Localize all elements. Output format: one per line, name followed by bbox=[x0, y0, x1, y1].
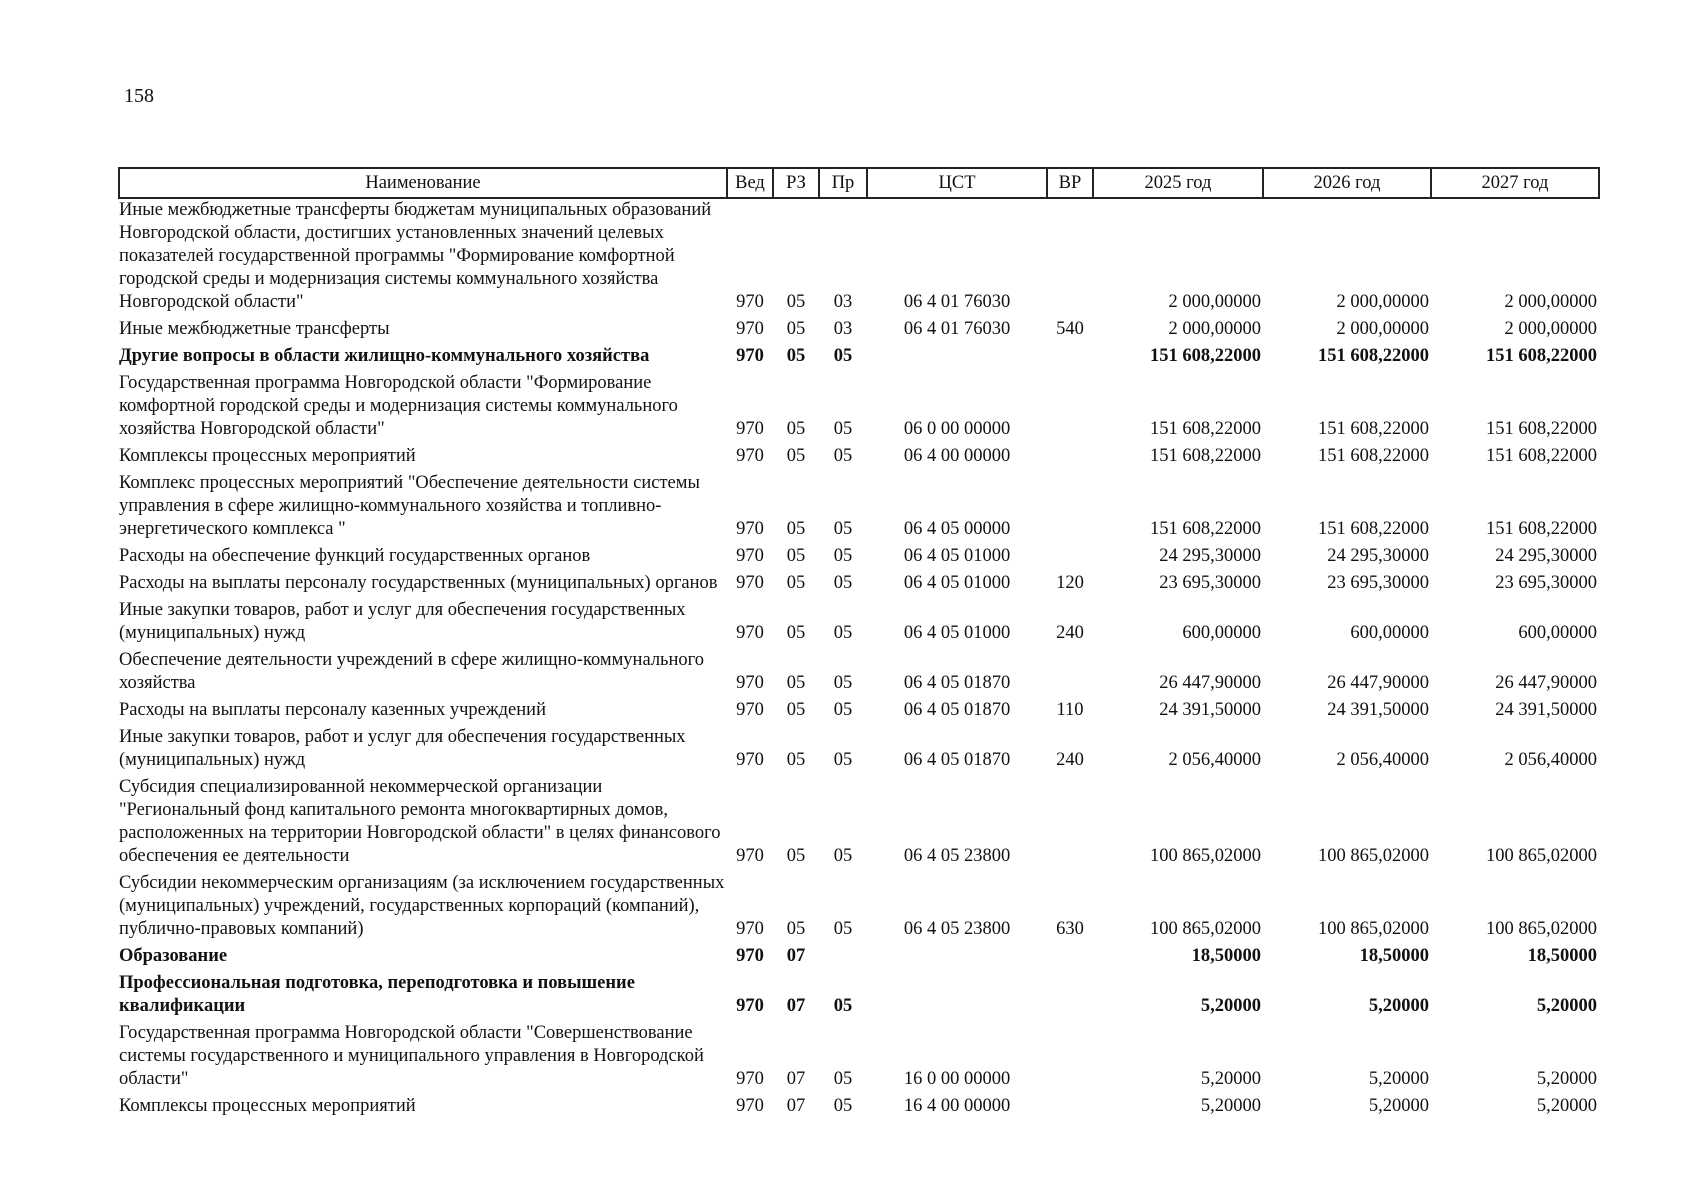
cell-2027: 26 447,90000 bbox=[1495, 673, 1597, 693]
table-row bbox=[119, 572, 1599, 599]
cell-2026: 2 056,40000 bbox=[1336, 750, 1429, 770]
budget-table bbox=[118, 167, 1600, 1122]
cell-2026: 5,20000 bbox=[1368, 1069, 1429, 1089]
cell-name: Комплекс процессных мероприятий "Обеспечение деятельности системы управления в сфере жилищно-коммунального хозяйства и топливно-энергетического комплекса " bbox=[119, 473, 700, 539]
cell-2025: 5,20000 bbox=[1200, 1069, 1261, 1089]
cell-2026: 23 695,30000 bbox=[1327, 573, 1429, 593]
cell-ved: 970 bbox=[736, 700, 764, 720]
cell-rz: 05 bbox=[786, 700, 806, 720]
cell-pr: 05 bbox=[833, 750, 853, 770]
cell-vr: 110 bbox=[1056, 700, 1084, 720]
table-row bbox=[119, 372, 1599, 445]
cell-ved: 970 bbox=[736, 319, 764, 339]
cell-cst: 16 0 00 00000 bbox=[903, 1069, 1011, 1089]
cell-rz: 05 bbox=[786, 846, 806, 866]
cell-2026: 2 000,00000 bbox=[1336, 319, 1429, 339]
header-rz: РЗ bbox=[773, 168, 819, 198]
cell-vr bbox=[1047, 198, 1093, 318]
cell-pr: 05 bbox=[833, 700, 853, 720]
cell-2026: 5,20000 bbox=[1368, 1096, 1429, 1116]
cell-vr: 240 bbox=[1056, 623, 1084, 643]
cell-cst: 06 4 05 01000 bbox=[903, 573, 1011, 593]
cell-ved: 970 bbox=[736, 750, 764, 770]
cell-2027: 18,50000 bbox=[1527, 946, 1597, 966]
header-vr: ВР bbox=[1047, 168, 1093, 198]
cell-vr: 630 bbox=[1056, 919, 1084, 939]
cell-2025: 2 000,00000 bbox=[1168, 319, 1261, 339]
cell-cst bbox=[867, 345, 1047, 372]
cell-name: Расходы на выплаты персоналу казенных учреждений bbox=[119, 700, 546, 720]
cell-2027: 24 295,30000 bbox=[1495, 546, 1597, 566]
cell-2026: 151 608,22000 bbox=[1318, 446, 1429, 466]
cell-2027: 24 391,50000 bbox=[1495, 700, 1597, 720]
cell-2027: 100 865,02000 bbox=[1486, 846, 1597, 866]
cell-2025: 18,50000 bbox=[1191, 946, 1261, 966]
cell-2025: 100 865,02000 bbox=[1150, 919, 1261, 939]
cell-name: Комплексы процессных мероприятий bbox=[119, 1096, 416, 1116]
cell-ved: 970 bbox=[736, 946, 764, 966]
cell-2026: 24 391,50000 bbox=[1327, 700, 1429, 720]
cell-ved: 970 bbox=[736, 919, 764, 939]
cell-2025: 24 391,50000 bbox=[1159, 700, 1261, 720]
cell-cst: 06 4 05 23800 bbox=[903, 919, 1011, 939]
table-row bbox=[119, 649, 1599, 699]
cell-pr: 03 bbox=[833, 319, 853, 339]
cell-rz: 05 bbox=[786, 919, 806, 939]
cell-2025: 5,20000 bbox=[1200, 1096, 1261, 1116]
cell-2025: 151 608,22000 bbox=[1150, 419, 1261, 439]
cell-ved: 970 bbox=[736, 1069, 764, 1089]
cell-cst: 06 4 05 00000 bbox=[903, 519, 1011, 539]
table-row bbox=[119, 445, 1599, 472]
cell-cst: 06 4 05 01000 bbox=[903, 546, 1011, 566]
header-2025: 2025 год bbox=[1093, 168, 1263, 198]
cell-cst bbox=[867, 945, 1047, 972]
cell-cst: 06 4 05 01870 bbox=[903, 673, 1011, 693]
cell-2025: 100 865,02000 bbox=[1150, 846, 1261, 866]
cell-2025: 24 295,30000 bbox=[1159, 546, 1261, 566]
cell-pr: 05 bbox=[833, 919, 853, 939]
cell-rz: 05 bbox=[786, 446, 806, 466]
cell-pr: 05 bbox=[833, 446, 853, 466]
cell-2026: 26 447,90000 bbox=[1327, 673, 1429, 693]
cell-rz: 07 bbox=[786, 946, 806, 966]
cell-vr bbox=[1047, 945, 1093, 972]
table-row bbox=[119, 345, 1599, 372]
page-number: 158 bbox=[124, 85, 154, 107]
cell-vr: 540 bbox=[1056, 319, 1084, 339]
table-row bbox=[119, 972, 1599, 1022]
cell-cst: 06 4 01 76030 bbox=[903, 319, 1011, 339]
table-row bbox=[119, 599, 1599, 649]
cell-2026: 600,00000 bbox=[1350, 623, 1429, 643]
table-header bbox=[119, 168, 1599, 198]
cell-2025: 151 608,22000 bbox=[1150, 446, 1261, 466]
cell-pr: 05 bbox=[833, 1069, 853, 1089]
cell-name: Другие вопросы в области жилищно-коммунального хозяйства bbox=[119, 346, 650, 366]
cell-rz: 05 bbox=[786, 573, 806, 593]
cell-name: Государственная программа Новгородской области "Формирование комфортной городской среды и модернизация системы коммунального хозяйства Новгородской области" bbox=[119, 373, 678, 439]
cell-2025: 26 447,90000 bbox=[1159, 673, 1261, 693]
table-body bbox=[119, 198, 1599, 1122]
table-row bbox=[119, 1022, 1599, 1095]
table-row bbox=[119, 776, 1599, 872]
cell-2027: 151 608,22000 bbox=[1486, 446, 1597, 466]
cell-cst: 06 0 00 00000 bbox=[903, 419, 1011, 439]
cell-pr: 05 bbox=[833, 419, 853, 439]
cell-2025: 2 000,00000 bbox=[1168, 292, 1261, 312]
cell-2027: 151 608,22000 bbox=[1486, 419, 1597, 439]
cell-2027: 151 608,22000 bbox=[1486, 519, 1597, 539]
cell-name: Иные закупки товаров, работ и услуг для обеспечения государственных (муниципальных) нужд bbox=[119, 600, 686, 643]
table-row bbox=[119, 545, 1599, 572]
cell-2026: 24 295,30000 bbox=[1327, 546, 1429, 566]
cell-2026: 100 865,02000 bbox=[1318, 919, 1429, 939]
cell-2027: 23 695,30000 bbox=[1495, 573, 1597, 593]
cell-ved: 970 bbox=[736, 419, 764, 439]
cell-ved: 970 bbox=[736, 573, 764, 593]
cell-pr: 05 bbox=[833, 996, 853, 1016]
cell-name: Профессиональная подготовка, переподготовка и повышение квалификации bbox=[119, 973, 635, 1016]
cell-2026: 18,50000 bbox=[1359, 946, 1429, 966]
cell-name: Субсидии некоммерческим организациям (за исключением государственных (муниципальных) учреждений, государственных корпораций (компаний), публично-правовых компаний) bbox=[119, 873, 725, 939]
header-name: Наименование bbox=[119, 168, 727, 198]
cell-name: Расходы на выплаты персоналу государственных (муниципальных) органов bbox=[119, 573, 718, 593]
cell-ved: 970 bbox=[736, 546, 764, 566]
cell-rz: 07 bbox=[786, 1096, 806, 1116]
cell-rz: 05 bbox=[786, 750, 806, 770]
cell-2027: 151 608,22000 bbox=[1486, 346, 1597, 366]
cell-cst bbox=[867, 972, 1047, 1022]
cell-ved: 970 bbox=[736, 623, 764, 643]
cell-vr bbox=[1047, 972, 1093, 1022]
cell-2026: 5,20000 bbox=[1368, 996, 1429, 1016]
cell-2027: 2 000,00000 bbox=[1504, 319, 1597, 339]
cell-ved: 970 bbox=[736, 846, 764, 866]
cell-cst: 06 4 05 01000 bbox=[903, 623, 1011, 643]
cell-ved: 970 bbox=[736, 292, 764, 312]
cell-vr bbox=[1047, 545, 1093, 572]
cell-2025: 151 608,22000 bbox=[1150, 346, 1261, 366]
cell-pr: 05 bbox=[833, 1096, 853, 1116]
cell-vr bbox=[1047, 776, 1093, 872]
cell-2026: 100 865,02000 bbox=[1318, 846, 1429, 866]
cell-2026: 2 000,00000 bbox=[1336, 292, 1429, 312]
cell-name: Обеспечение деятельности учреждений в сфере жилищно-коммунального хозяйства bbox=[119, 650, 705, 693]
cell-2026: 151 608,22000 bbox=[1318, 346, 1429, 366]
table-row bbox=[119, 872, 1599, 945]
cell-ved: 970 bbox=[736, 1096, 764, 1116]
cell-2025: 23 695,30000 bbox=[1159, 573, 1261, 593]
cell-cst: 06 4 05 01870 bbox=[903, 700, 1011, 720]
cell-cst: 06 4 00 00000 bbox=[903, 446, 1011, 466]
table-row bbox=[119, 198, 1599, 318]
cell-2025: 600,00000 bbox=[1182, 623, 1261, 643]
cell-name: Образование bbox=[119, 946, 228, 966]
header-pr: Пр bbox=[819, 168, 867, 198]
table-row bbox=[119, 1095, 1599, 1122]
cell-2027: 2 000,00000 bbox=[1504, 292, 1597, 312]
cell-2027: 600,00000 bbox=[1518, 623, 1597, 643]
cell-2025: 5,20000 bbox=[1200, 996, 1261, 1016]
header-ved: Вед bbox=[727, 168, 773, 198]
cell-2027: 5,20000 bbox=[1536, 996, 1597, 1016]
table-row bbox=[119, 726, 1599, 776]
cell-pr: 05 bbox=[833, 846, 853, 866]
table-row bbox=[119, 472, 1599, 545]
cell-cst: 06 4 05 23800 bbox=[903, 846, 1011, 866]
cell-2027: 5,20000 bbox=[1536, 1069, 1597, 1089]
cell-rz: 05 bbox=[786, 546, 806, 566]
header-row bbox=[119, 168, 1599, 198]
cell-rz: 05 bbox=[786, 292, 806, 312]
cell-pr: 05 bbox=[833, 546, 853, 566]
cell-pr: 05 bbox=[833, 623, 853, 643]
cell-pr: 03 bbox=[833, 292, 853, 312]
cell-vr: 120 bbox=[1056, 573, 1084, 593]
cell-rz: 07 bbox=[786, 1069, 806, 1089]
cell-rz: 05 bbox=[786, 419, 806, 439]
cell-ved: 970 bbox=[736, 446, 764, 466]
cell-2026: 151 608,22000 bbox=[1318, 519, 1429, 539]
header-2027: 2027 год bbox=[1431, 168, 1599, 198]
cell-rz: 05 bbox=[786, 319, 806, 339]
cell-vr bbox=[1047, 372, 1093, 445]
cell-2026: 151 608,22000 bbox=[1318, 419, 1429, 439]
cell-pr: 05 bbox=[833, 673, 853, 693]
cell-pr: 05 bbox=[833, 346, 853, 366]
cell-vr bbox=[1047, 445, 1093, 472]
table-row bbox=[119, 945, 1599, 972]
cell-name: Иные межбюджетные трансферты bbox=[119, 319, 390, 339]
cell-ved: 970 bbox=[736, 519, 764, 539]
cell-cst: 06 4 01 76030 bbox=[903, 292, 1011, 312]
cell-rz: 05 bbox=[786, 346, 806, 366]
cell-name: Государственная программа Новгородской области "Совершенствование системы государственного и муниципального управления в Новгородской области" bbox=[119, 1023, 704, 1089]
header-2026: 2026 год bbox=[1263, 168, 1431, 198]
cell-2025: 151 608,22000 bbox=[1150, 519, 1261, 539]
cell-vr bbox=[1047, 649, 1093, 699]
cell-rz: 05 bbox=[786, 519, 806, 539]
cell-rz: 07 bbox=[786, 996, 806, 1016]
header-cst: ЦСТ bbox=[867, 168, 1047, 198]
cell-pr: 05 bbox=[833, 519, 853, 539]
cell-vr bbox=[1047, 345, 1093, 372]
cell-pr bbox=[819, 945, 867, 972]
cell-vr bbox=[1047, 472, 1093, 545]
cell-name: Иные межбюджетные трансферты бюджетам муниципальных образований Новгородской области, достигших установленных значений целевых показателей государственной программы "Формирование комфортной городской среды и модернизация системы коммунального хозяйства Новгородской области" bbox=[119, 200, 712, 312]
cell-rz: 05 bbox=[786, 623, 806, 643]
table-row bbox=[119, 699, 1599, 726]
table-row bbox=[119, 318, 1599, 345]
cell-name: Субсидия специализированной некоммерческой организации "Региональный фонд капитального ремонта многоквартирных домов, расположенных на территории Новгородской области" в целях финансового обеспечения ее деятельности bbox=[119, 777, 721, 866]
cell-name: Расходы на обеспечение функций государственных органов bbox=[119, 546, 591, 566]
cell-2027: 5,20000 bbox=[1536, 1096, 1597, 1116]
cell-rz: 05 bbox=[786, 673, 806, 693]
cell-vr bbox=[1047, 1095, 1093, 1122]
cell-vr bbox=[1047, 1022, 1093, 1095]
cell-ved: 970 bbox=[736, 673, 764, 693]
cell-2025: 2 056,40000 bbox=[1168, 750, 1261, 770]
cell-2027: 2 056,40000 bbox=[1504, 750, 1597, 770]
cell-name: Комплексы процессных мероприятий bbox=[119, 446, 416, 466]
cell-pr: 05 bbox=[833, 573, 853, 593]
cell-ved: 970 bbox=[736, 996, 764, 1016]
cell-vr: 240 bbox=[1056, 750, 1084, 770]
cell-cst: 16 4 00 00000 bbox=[903, 1096, 1011, 1116]
cell-ved: 970 bbox=[736, 346, 764, 366]
cell-cst: 06 4 05 01870 bbox=[903, 750, 1011, 770]
cell-name: Иные закупки товаров, работ и услуг для обеспечения государственных (муниципальных) нужд bbox=[119, 727, 686, 770]
cell-2027: 100 865,02000 bbox=[1486, 919, 1597, 939]
